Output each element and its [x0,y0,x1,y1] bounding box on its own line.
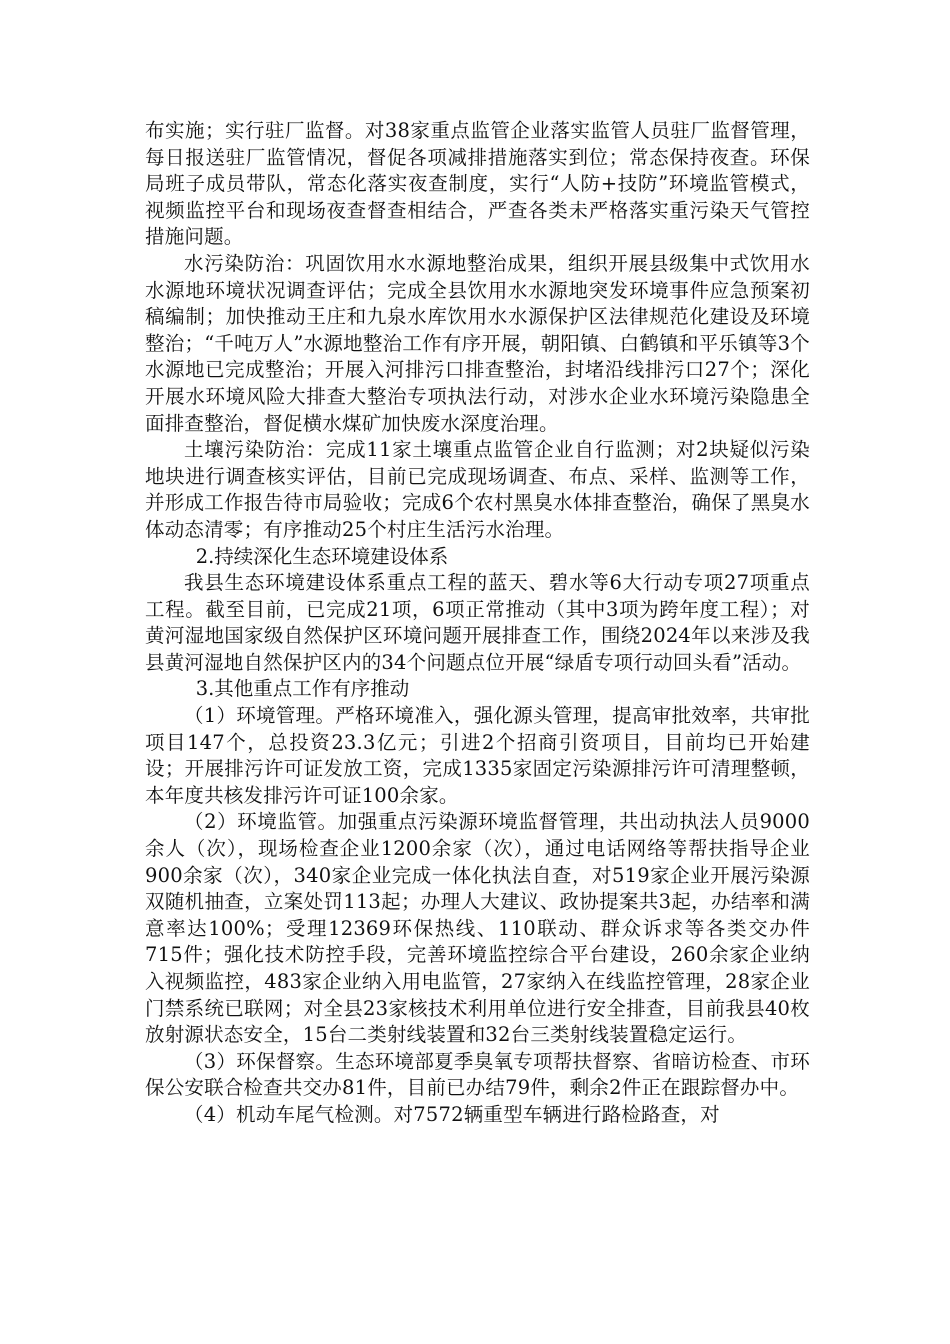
paragraph-environment-supervision: （2）环境监管。加强重点污染源环境监督管理，共出动执法人员9000余人（次），现场检查企业1200余家（次），通过电话网络等帮扶指导企业900余家（次），340家企业完成一体化执法自查，对519家企业开展污染源双随机抽查，立案处罚113起；办理人大建议、政协提案共3起，办结率和满意率达100%；受理12369环保热线、110联动、群众诉求等各类交办件715件；强化技术防控手段，完善环境监控综合平台建设，260余家企业纳入视频监控，483家企业纳入用电监管，27家纳入在线监控管理，28家企业门禁系统已联网；对全县23家核技术利用单位进行安全排查，目前我县40枚放射源状态安全，15台二类射线装置和32台三类射线装置稳定运行。 [145,810,810,1047]
paragraph-environment-inspection: （3）环保督察。生态环境部夏季臭氧专项帮扶督察、省暗访检查、市环保公安联合检查共交办81件，目前已办结79件，剩余2件正在跟踪督办中。 [145,1049,810,1100]
paragraph-ecosystem: 我县生态环境建设体系重点工程的蓝天、碧水等6大行动专项27项重点工程。截至目前，已完成21项，6项正常推动（其中3项为跨年度工程）；对黄河湿地国家级自然保护区环境问题开展排查工作，围绕2024年以来涉及我县黄河湿地自然保护区内的34个问题点位开展“绿盾专项行动回头看”活动。 [145,571,810,674]
paragraph-water-pollution: 水污染防治：巩固饮用水水源地整治成果，组织开展县级集中式饮用水水源地环境状况调查评估；完成全县饮用水水源地突发环境事件应急预案初稿编制；加快推动王庄和九泉水库饮用水水源保护区法律规范化建设及环境整治；“千吨万人”水源地整治工作有序开展，朝阳镇、白鹤镇和平乐镇等3个水源地已完成整治；开展入河排污口排查整治，封堵沿线排污口27个；深化开展水环境风险大排查大整治专项执法行动，对涉水企业水环境污染隐患全面排查整治，督促横水煤矿加快废水深度治理。 [145,251,810,435]
paragraph-vehicle-emission: （4）机动车尾气检测。对7572辆重型车辆进行路检路查，对 [184,1102,720,1126]
paragraph-continuation: 布实施；实行驻厂监督。对38家重点监管企业落实监管人员驻厂监督管理，每日报送驻厂监管情况，督促各项减排措施落实到位；常态保持夜查。环保局班子成员带队，常态化落实夜查制度，实行“人防+技防”环境监管模式，视频监控平台和现场夜查督查相结合，严查各类未严格落实重污染天气管控措施问题。 [145,119,810,249]
paragraph-environment-management: （1）环境管理。严格环境准入，强化源头管理，提高审批效率，共审批项目147个，总投资23.3亿元；引进2个招商引资项目，目前均已开始建设；开展排污许可证发放工资，完成1335家固定污染源排污许可清理整顿，本年度共核发排污许可证100余家。 [145,704,810,807]
paragraph-soil-pollution: 土壤污染防治：完成11家土壤重点监管企业自行监测；对2块疑似污染地块进行调查核实评估，目前已完成现场调查、布点、采样、监测等工作，并形成工作报告待市局验收；完成6个农村黑臭水体排查整治，确保了黑臭水体动态清零；有序推动25个村庄生活污水治理。 [145,438,810,541]
section-heading-2: 2.持续深化生态环境建设体系 [195,544,449,568]
section-heading-3: 3.其他重点工作有序推动 [195,677,410,701]
